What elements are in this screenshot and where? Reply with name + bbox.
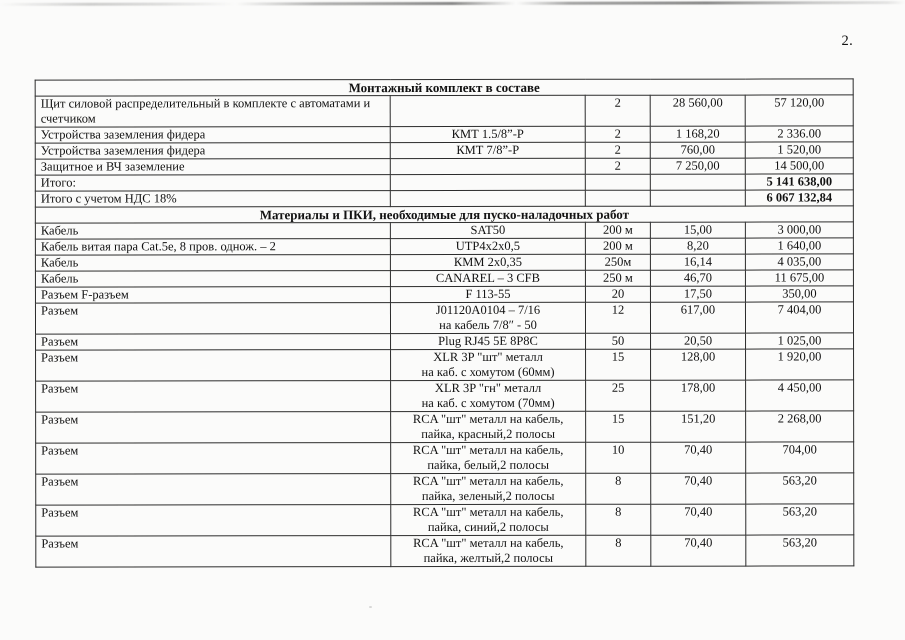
item-unit-price-cell: 178,00 [651,380,746,411]
table-row [35,270,853,287]
item-total-cell: 11 675,00 [745,270,853,286]
item-quantity-cell: 50 [586,333,651,349]
item-total-cell: 1 520,00 [745,142,853,158]
item-quantity-cell: 20 [585,286,650,302]
item-total-cell: 1 025,00 [746,333,854,349]
item-model-cell: XLR 3P "гн" металл на каб. с хомутом (70мм) [391,380,586,411]
item-model-cell: КММ 2x0,35 [390,254,585,270]
item-unit-price-cell: 1 168,20 [650,126,745,142]
item-quantity-cell: 250м [585,254,650,270]
table-row [36,504,854,536]
item-model-cell: SAT50 [390,222,585,238]
item-total-cell: 2 336.00 [745,126,853,142]
table-row [35,222,853,239]
table-row [35,126,853,143]
item-total-cell: 2 268,00 [746,411,854,442]
item-model-cell: КМТ 1.5/8”-Р [390,126,585,142]
item-model-cell: Plug RJ45 5E 8P8C [391,333,586,349]
item-description-cell: Кабель витая пара Cat.5e, 8 пров. однож. – 2 [35,239,390,255]
item-model-cell [390,190,585,206]
item-quantity-cell: 2 [585,158,650,174]
item-unit-price-cell: 16,14 [650,254,745,270]
item-unit-price-cell: 15,00 [650,222,745,238]
item-description-cell: Разъем [36,381,391,412]
section-header-row [35,206,853,223]
table-row [35,95,853,127]
item-total-cell: 4 450,00 [746,380,854,411]
item-description-cell: Устройства заземления фидера [35,127,390,143]
table-row [35,190,853,207]
item-description-cell: Кабель [35,223,390,239]
item-total-cell: 7 404,00 [745,302,853,333]
item-model-cell [390,174,585,190]
item-model-cell: КМТ 7/8”-Р [390,142,585,158]
item-unit-price-cell: 151,20 [651,411,746,442]
item-description-cell: Разъем [35,303,390,334]
item-quantity-cell: 250 м [585,270,650,286]
item-model-cell: UTP4x2x0,5 [390,238,585,254]
item-total-cell: 4 035,00 [745,254,853,270]
item-model-cell: XLR 3P "шт" металл на каб. с хомутом (60мм) [391,349,586,380]
item-quantity-cell: 25 [586,380,651,411]
table-row [35,254,853,271]
table-row [36,535,854,567]
item-description-cell: Разъем [36,536,391,567]
item-unit-price-cell: 20,50 [651,333,746,349]
item-quantity-cell: 10 [586,442,651,473]
item-unit-price-cell [650,174,745,190]
item-quantity-cell [585,190,650,206]
item-total-cell: 57 120,00 [745,95,853,126]
table-row [35,158,853,175]
item-quantity-cell: 2 [585,126,650,142]
item-total-cell: 563,20 [746,504,854,535]
page-number: 2. [841,33,853,49]
item-description-cell: Защитное и ВЧ заземление [35,159,390,175]
table-row [36,473,854,505]
item-total-cell: 1 640,00 [745,238,853,254]
item-description-cell: Разъем [36,412,391,443]
item-description-cell: Кабель [35,255,390,271]
item-description-cell: Кабель [35,271,390,287]
item-quantity-cell: 8 [586,473,651,504]
table-row [35,286,853,303]
item-total-cell: 704,00 [746,442,854,473]
items-table-body [35,79,854,567]
item-quantity-cell: 200 м [585,222,650,238]
table-row [35,174,853,191]
item-unit-price-cell [650,190,745,206]
item-quantity-cell: 8 [586,535,651,566]
item-quantity-cell: 2 [585,95,650,126]
item-model-cell: RCA "шт" металл на кабель, пайка, желтый,2 полосы [391,535,586,566]
item-model-cell [390,95,585,126]
item-model-cell: RCA "шт" металл на кабель, пайка, зеленый,2 полосы [391,473,586,504]
item-quantity-cell: 15 [586,411,651,442]
item-description-cell: Разъем F-разъем [35,287,390,303]
item-model-cell: F 113-55 [390,286,585,302]
scan-edge-artifact [0,1,905,6]
item-total-cell: 1 920,00 [746,349,854,380]
item-description-cell: Разъем [36,505,391,536]
item-model-cell: RCA "шт" металл на кабель, пайка, красный,2 полосы [391,411,586,442]
item-unit-price-cell: 70,40 [651,473,746,504]
item-total-cell: 563,20 [746,535,854,566]
item-quantity-cell: 8 [586,504,651,535]
table-row [35,238,853,255]
item-model-cell: J01120A0104 – 7/16 на кабель 7/8″ - 50 [390,302,585,333]
item-description-cell: Устройства заземления фидера [35,143,390,159]
item-unit-price-cell: 70,40 [651,504,746,535]
section-header: Монтажный комплект в составе [35,79,853,96]
section-header-row [35,79,853,96]
item-unit-price-cell: 617,00 [650,302,745,333]
item-unit-price-cell: 46,70 [650,270,745,286]
table-row [35,142,853,159]
item-description-cell: Разъем [36,350,391,381]
items-table [35,78,855,567]
item-unit-price-cell: 760,00 [650,142,745,158]
table-row [36,380,854,412]
item-quantity-cell [585,174,650,190]
item-description-cell: Итого: [35,175,390,191]
item-unit-price-cell: 70,40 [651,442,746,473]
table-row [36,349,854,381]
item-total-cell: 3 000,00 [745,222,853,238]
table-row [36,411,854,443]
table-row [36,333,854,350]
item-description-cell: Разъем [36,474,391,505]
item-quantity-cell: 15 [586,349,651,380]
item-total-cell: 350,00 [745,286,853,302]
item-model-cell: CANAREL – 3 CFB [390,270,585,286]
item-quantity-cell: 2 [585,142,650,158]
item-unit-price-cell: 70,40 [651,535,746,566]
scan-speck [369,606,372,608]
item-description-cell: Разъем [36,443,391,474]
item-unit-price-cell: 128,00 [651,349,746,380]
item-model-cell: RCA "шт" металл на кабель, пайка, синий,2 полосы [391,504,586,535]
item-description-cell: Разъем [36,334,391,350]
item-unit-price-cell: 28 560,00 [650,95,745,126]
item-total-cell: 563,20 [746,473,854,504]
item-unit-price-cell: 17,50 [650,286,745,302]
item-description-cell: Щит силовой распределительный в комплекте с автоматами и счетчиком [35,96,390,127]
item-quantity-cell: 200 м [585,238,650,254]
item-total-cell: 5 141 638,00 [745,174,853,190]
table-row [36,442,854,474]
table-row [35,302,853,334]
item-unit-price-cell: 8,20 [650,238,745,254]
item-quantity-cell: 12 [585,302,650,333]
item-description-cell: Итого с учетом НДС 18% [35,191,390,207]
item-model-cell: RCA "шт" металл на кабель, пайка, белый,2 полосы [391,442,586,473]
item-model-cell [390,158,585,174]
item-total-cell: 6 067 132,84 [745,190,853,206]
item-total-cell: 14 500,00 [745,158,853,174]
item-unit-price-cell: 7 250,00 [650,158,745,174]
section-header: Материалы и ПКИ, необходимые для пуско-наладочных работ [35,206,853,223]
